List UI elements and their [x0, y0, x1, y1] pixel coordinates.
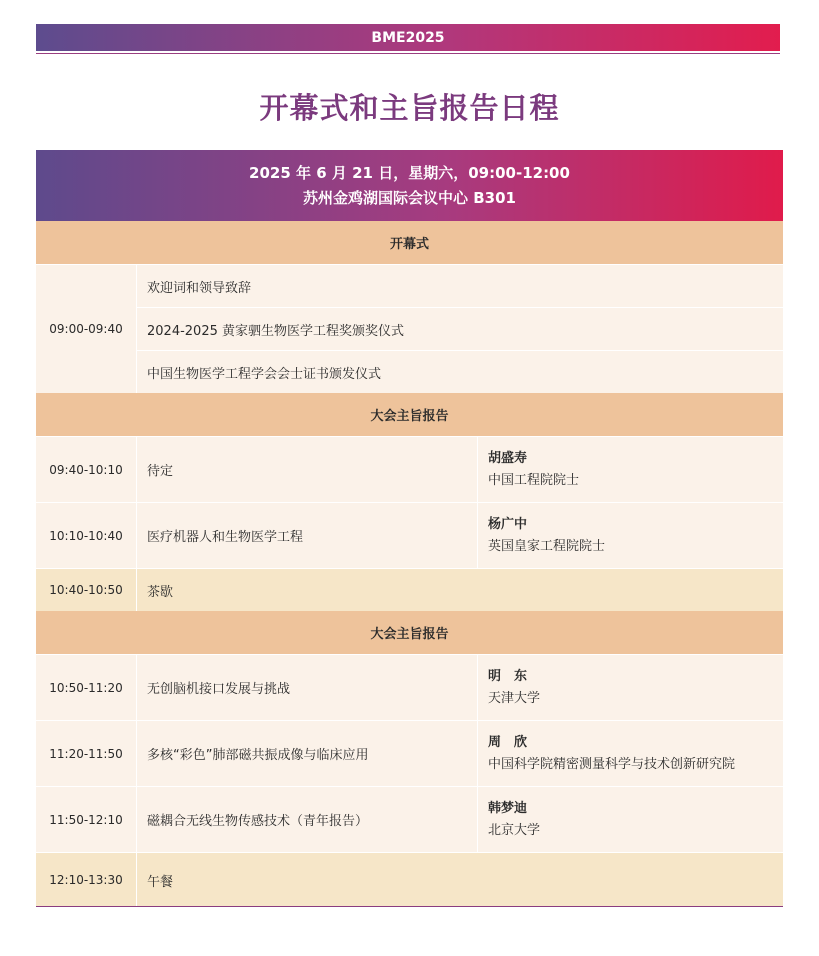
break-label: 茶歇: [147, 584, 174, 600]
session-date: 2025 年 6 月 21 日，星期六，09:00-12:00: [249, 163, 570, 182]
speaker-name: 杨广中: [488, 516, 528, 532]
speaker-affiliation: 中国科学院精密测量科学与技术创新研究院: [488, 756, 736, 772]
time-cell: 10:50-11:20: [36, 655, 137, 720]
header-label: BME2025: [371, 29, 445, 46]
talk-title: 待定: [137, 437, 478, 502]
header-bar: [36, 24, 780, 51]
time-cell: 12:10-13:30: [36, 853, 137, 907]
time-cell: 10:10-10:40: [36, 503, 137, 568]
time-cell: 10:40-10:50: [36, 569, 137, 611]
session-banner: [36, 150, 783, 221]
time-cell: 09:40-10:10: [36, 437, 137, 502]
talk-row: [36, 654, 783, 720]
speaker-cell: [478, 655, 783, 720]
speaker-cell: [478, 721, 783, 786]
talk-row: [36, 720, 783, 786]
speaker-cell: [478, 787, 783, 852]
speaker-cell: [478, 437, 783, 502]
talk-title: 无创脑机接口发展与挑战: [137, 655, 478, 720]
talk-title: 多核“彩色”肺部磁共振成像与临床应用: [137, 721, 478, 786]
page-title: 开幕式和主旨报告日程: [259, 91, 560, 125]
speaker-affiliation: 英国皇家工程院院士: [488, 538, 606, 554]
break-row: [36, 568, 783, 611]
footer-divider: [36, 906, 783, 907]
break-row: [36, 852, 783, 907]
schedule-table: [36, 221, 783, 907]
time-cell: 11:20-11:50: [36, 721, 137, 786]
section-heading-opening: 开幕式: [36, 221, 783, 264]
speaker-cell: [478, 503, 783, 568]
speaker-name: 周 欣: [488, 734, 528, 750]
opening-item: 2024-2025 黄家驷生物医学工程奖颁奖仪式: [137, 308, 783, 351]
time-cell: 11:50-12:10: [36, 787, 137, 852]
opening-item: 欢迎词和领导致辞: [137, 265, 783, 308]
section-heading-keynote: 大会主旨报告: [36, 393, 783, 436]
speaker-affiliation: 中国工程院院士: [488, 472, 580, 488]
speaker-name: 明 东: [488, 668, 528, 684]
speaker-name: 胡盛寿: [488, 450, 528, 466]
header-divider: [36, 53, 780, 54]
talk-title: 磁耦合无线生物传感技术（青年报告）: [137, 787, 478, 852]
speaker-name: 韩梦迪: [488, 800, 528, 816]
opening-item: 中国生物医学工程学会会士证书颁发仪式: [147, 366, 382, 382]
section-heading-keynote: 大会主旨报告: [36, 611, 783, 654]
speaker-affiliation: 北京大学: [488, 822, 541, 838]
talk-title: 医疗机器人和生物医学工程: [137, 503, 478, 568]
time-cell: 09:00-09:40: [36, 265, 137, 393]
opening-block: [36, 264, 783, 393]
speaker-affiliation: 天津大学: [488, 690, 541, 706]
talk-row: [36, 436, 783, 502]
session-venue: 苏州金鸡湖国际会议中心 B301: [303, 188, 516, 207]
talk-row: [36, 786, 783, 852]
talk-row: [36, 502, 783, 568]
break-label: 午餐: [147, 874, 174, 890]
opening-items: [137, 265, 783, 393]
